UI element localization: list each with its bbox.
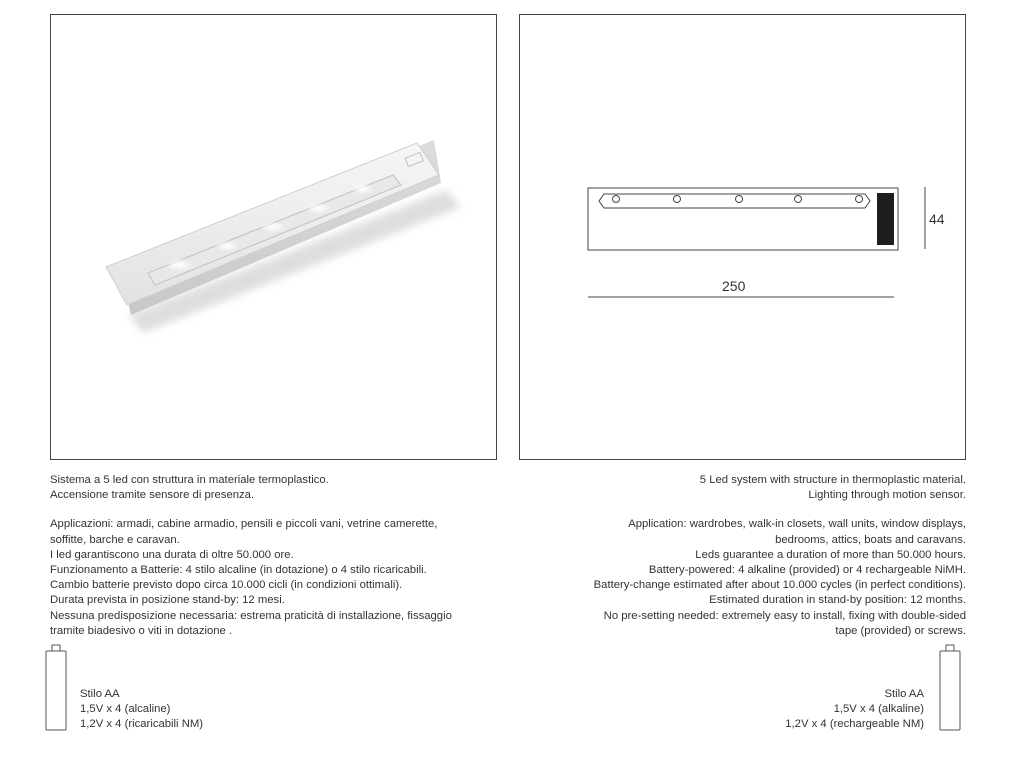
- battery-type: Stilo AA: [80, 688, 120, 700]
- english-description: [520, 473, 966, 639]
- it-detail-line: I led garantiscono una durata di oltre 50.000 ore.: [50, 548, 294, 561]
- battery-spec-italian: [80, 687, 203, 732]
- en-intro-line: 5 Led system with structure in thermoplastic material.: [699, 474, 966, 486]
- en-detail-line: Leds guarantee a duration of more than 50.000 hours.: [695, 548, 966, 561]
- en-detail-line: tape (provided) or screws.: [835, 624, 966, 637]
- bar-outline: [588, 188, 898, 250]
- it-detail-line: soffitte, barche e caravan.: [50, 533, 180, 546]
- en-detail-line: Application: wardrobes, walk-in closets, wall units, window displays,: [628, 518, 966, 531]
- en-detail-line: Battery-powered: 4 alkaline (provided) or 4 rechargeable NiMH.: [648, 564, 966, 577]
- product-photo-panel: [50, 14, 497, 460]
- it-detail-line: tramite biadesivo o viti in dotazione .: [50, 624, 233, 637]
- battery-icon: [938, 644, 962, 732]
- en-detail-line: No pre-setting needed: extremely easy to install, fixing with double-sided: [603, 609, 966, 622]
- battery-alkaline: 1,5V x 4 (alcaline): [80, 703, 171, 715]
- dimension-drawing: [520, 15, 965, 459]
- it-detail-line: Nessuna predisposizione necessaria: estrema praticità di installazione, fissaggio: [50, 609, 452, 622]
- width-dimension-label: 250: [722, 278, 746, 294]
- en-intro-line: Lighting through motion sensor.: [808, 489, 966, 502]
- battery-rechargeable: 1,2V x 4 (ricaricabili NM): [80, 718, 204, 730]
- en-detail-line: Estimated duration in stand-by position: 12 months.: [709, 594, 966, 607]
- it-detail-line: Applicazioni: armadi, cabine armadio, pensili e piccoli vani, vetrine camerette,: [50, 518, 438, 531]
- battery-icon: [44, 644, 68, 732]
- battery-alkaline: 1,5V x 4 (alkaline): [833, 703, 924, 715]
- en-detail-line: Battery-change estimated after about 10.000 cycles (in perfect conditions).: [593, 579, 966, 592]
- en-detail-line: bedrooms, attics, boats and caravans.: [775, 533, 966, 546]
- led-bar-product-image: [51, 15, 496, 459]
- fixing-strip: [599, 194, 870, 208]
- battery-rechargeable: 1,2V x 4 (rechargeable NM): [785, 718, 924, 730]
- battery-type: Stilo AA: [884, 688, 924, 700]
- it-intro-line: Sistema a 5 led con struttura in materiale termoplastico.: [50, 474, 329, 486]
- screw-holes: [613, 196, 863, 203]
- height-dimension-label: 44: [929, 211, 945, 227]
- sensor-block: [877, 193, 894, 245]
- it-detail-line: Funzionamento a Batterie: 4 stilo alcaline (in dotazione) o 4 stilo ricaricabili.: [50, 564, 427, 577]
- it-intro-line: Accensione tramite sensore di presenza.: [50, 489, 255, 502]
- italian-description: [50, 473, 500, 639]
- it-detail-line: Cambio batterie previsto dopo circa 10.000 cicli (in condizioni ottimali).: [50, 579, 403, 592]
- it-detail-line: Durata prevista in posizione stand-by: 12 mesi.: [50, 594, 285, 607]
- technical-drawing-panel: [519, 14, 966, 460]
- battery-spec-english: [760, 687, 924, 732]
